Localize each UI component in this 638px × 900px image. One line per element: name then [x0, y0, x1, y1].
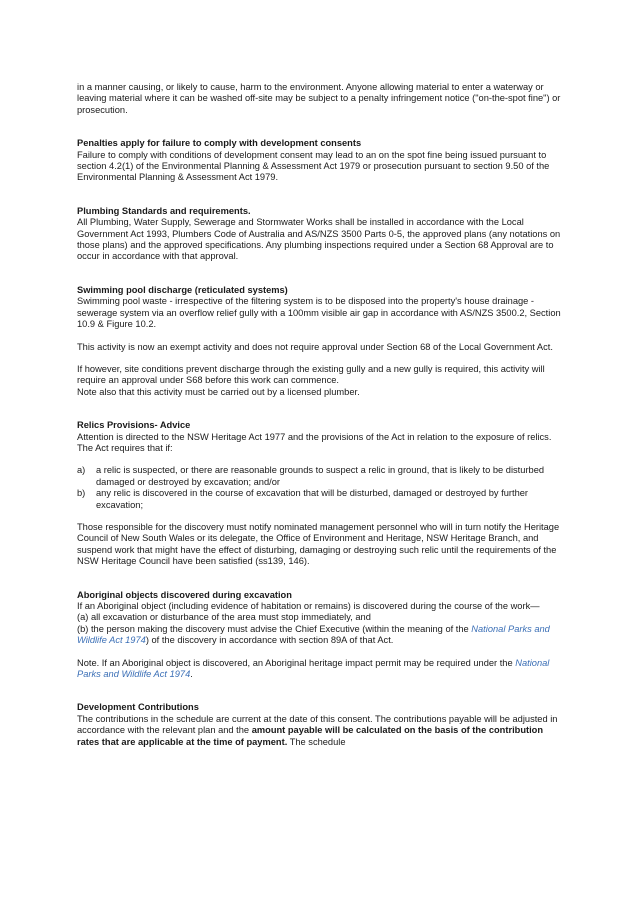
- contributions-text-bold: amount payable will be calculated on the basis of the contribution rates that are applicable at the time of payment.: [77, 725, 544, 747]
- aboriginal-item-b: [77, 624, 563, 647]
- relics-list-item-b: [77, 488, 563, 511]
- act-link[interactable]: National Parks and Wildlife Act 1974: [77, 623, 550, 646]
- relics-heading: Relics Provisions- Advice: [77, 420, 191, 431]
- aboriginal-item-b-pre: (b) the person making the discovery must advise the Chief Executive (within the meaning of the: [77, 623, 472, 634]
- act-link[interactable]: National Parks and Wildlife Act 1974: [77, 657, 550, 680]
- aboriginal-heading: Aboriginal objects discovered during excavation: [77, 589, 292, 600]
- plumbing-paragraph: All Plumbing, Water Supply, Sewerage and Stormwater Works shall be installed in accordance with the Local Government Act 1993, Plumbers Code of Australia and AS/NZS 3500 Parts 0-5, the approved plans (any notations on those plans) and the approved specifications. Any plumbing inspections required under a Section 68 Approval are to occur in accordance with that approval.: [77, 217, 561, 262]
- relics-list-item-a: [77, 465, 563, 488]
- relics-paragraph-1: Attention is directed to the NSW Heritage Act 1977 and the provisions of the Act in relation to the exposure of relics. The Act requires that if:: [77, 431, 552, 453]
- list-item-text: any relic is discovered in the course of excavation that will be disturbed, damaged or destroyed by further excavation;: [96, 488, 529, 510]
- list-marker: b): [77, 488, 86, 499]
- penalties-paragraph: Failure to comply with conditions of development consent may lead to an on the spot fine being issued pursuant to section 4.2(1) of the Environmental Planning & Assessment Act 1979 or prosecution pursuant to section 9.50 of the Environmental Planning & Assessment Act 1979.: [77, 149, 550, 183]
- aboriginal-item-b-post: ) of the discovery in accordance with section 89A of that Act.: [145, 635, 394, 646]
- pool-paragraph-4: Note also that this activity must be carried out by a licensed plumber.: [77, 386, 360, 397]
- aboriginal-paragraph-1: If an Aboriginal object (including evidence of habitation or remains) is discovered during the course of the work—: [77, 601, 540, 611]
- aboriginal-item-a: (a) all excavation or disturbance of the area must stop immediately, and: [77, 612, 371, 623]
- pool-heading: Swimming pool discharge (reticulated systems): [77, 284, 288, 295]
- pool-paragraph-1: Swimming pool waste - irrespective of the filtering system is to be disposed into the property's house drainage - sewerage system via an overflow relief gully with a 100mm visible air gap in accordance with AS/NZS 3500.2, Section 10.9 & Figure 10.2.: [77, 296, 561, 330]
- relics-paragraph-2: Those responsible for the discovery must notify nominated management personnel who will in turn notify the Heritage Council of New South Wales or its delegate, the Office of Environment and Heritage, NSW Heritage Branch, and suspend work that might have the effect of disturbing, damaging or destroying such relic until the requirements of the NSW Heritage Council have been satisfied (ss139, 146).: [77, 521, 560, 567]
- pool-paragraph-2: This activity is now an exempt activity and does not require approval under Section 68 of the Local Government Act.: [77, 341, 553, 352]
- list-item-text: a relic is suspected, or there are reasonable grounds to suspect a relic in ground, that is likely to be disturbed damaged or destroyed by excavation; and/or: [96, 465, 545, 487]
- contributions-heading: Development Contributions: [77, 702, 199, 713]
- list-marker: a): [77, 465, 86, 476]
- contributions-paragraph: [77, 714, 563, 748]
- pool-paragraph-3: If however, site conditions prevent discharge through the existing gully and a new gully is required, this activity will require an approval under S68 before this work can commence.: [77, 363, 545, 386]
- intro-paragraph: in a manner causing, or likely to cause, harm to the environment. Anyone allowing material to enter a waterway or leaving material where it can be washed off-site may be subject to a penalty infringement notice ("on-the-spot fine") or prosecution.: [77, 82, 561, 115]
- contributions-text-post: The schedule: [287, 736, 346, 747]
- plumbing-heading: Plumbing Standards and requirements.: [77, 205, 251, 216]
- aboriginal-note-post: .: [190, 669, 193, 680]
- contributions-text-pre: The contributions in the schedule are current at the date of this consent. The contributions payable will be adjusted in accordance with the relevant plan and the: [77, 713, 558, 736]
- penalties-heading: Penalties apply for failure to comply with development consents: [77, 138, 362, 149]
- aboriginal-note-pre: Note. If an Aboriginal object is discovered, an Aboriginal heritage impact permit may be required under the: [77, 657, 516, 668]
- document-page: [77, 82, 563, 748]
- aboriginal-note: [77, 658, 563, 681]
